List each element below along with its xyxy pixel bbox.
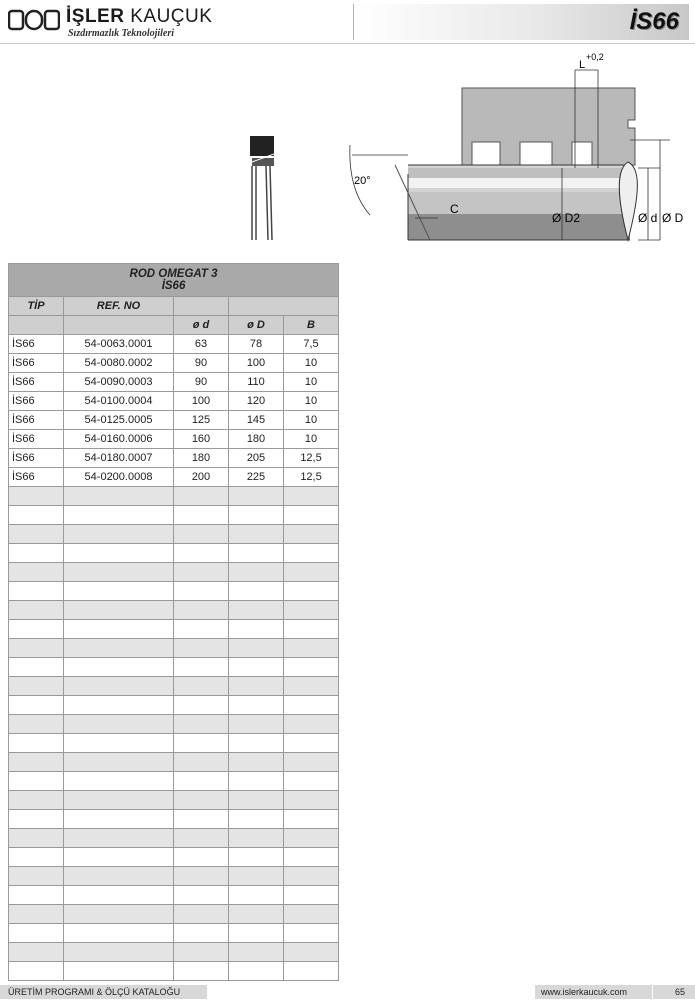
- empty-cell: [174, 715, 229, 734]
- tolerance-label: +0,2: [586, 52, 604, 62]
- empty-table-row: [9, 924, 339, 943]
- empty-cell: [229, 601, 284, 620]
- empty-cell: [64, 886, 174, 905]
- empty-cell: [9, 734, 64, 753]
- outer-d-label: Ø D: [662, 211, 684, 225]
- empty-cell: [174, 677, 229, 696]
- empty-cell: [174, 639, 229, 658]
- empty-cell: [9, 905, 64, 924]
- empty-cell: [9, 962, 64, 981]
- empty-cell: [284, 943, 339, 962]
- empty-cell: [174, 525, 229, 544]
- empty-cell: [229, 582, 284, 601]
- empty-cell: [9, 943, 64, 962]
- empty-cell: [229, 544, 284, 563]
- col-header-d: ø d: [174, 316, 229, 335]
- footer-url[interactable]: www.islerkaucuk.com: [541, 987, 628, 997]
- table-row: [9, 411, 339, 430]
- table-title: ROD OMEGAT 3 İS66: [9, 264, 339, 297]
- cell-ref-no: 54-0080.0002: [64, 354, 174, 373]
- empty-table-row: [9, 943, 339, 962]
- empty-cell: [284, 962, 339, 981]
- empty-cell: [9, 924, 64, 943]
- empty-cell: [9, 487, 64, 506]
- empty-cell: [64, 639, 174, 658]
- empty-cell: [284, 791, 339, 810]
- empty-cell: [229, 886, 284, 905]
- empty-cell: [9, 582, 64, 601]
- empty-cell: [9, 696, 64, 715]
- empty-table-row: [9, 810, 339, 829]
- empty-cell: [284, 639, 339, 658]
- cell-tip: İS66: [9, 449, 64, 468]
- empty-table-row: [9, 620, 339, 639]
- empty-cell: [229, 791, 284, 810]
- empty-cell: [64, 905, 174, 924]
- empty-cell: [284, 753, 339, 772]
- empty-cell: [64, 734, 174, 753]
- cell-inner-d: 200: [174, 468, 229, 487]
- empty-cell: [229, 677, 284, 696]
- empty-cell: [284, 506, 339, 525]
- empty-cell: [174, 601, 229, 620]
- empty-cell: [174, 487, 229, 506]
- empty-table-row: [9, 753, 339, 772]
- chamfer-label: C: [450, 202, 459, 216]
- page-header: [0, 0, 695, 44]
- table-row: [9, 392, 339, 411]
- seal-cross-section: [250, 136, 274, 240]
- cell-tip: İS66: [9, 392, 64, 411]
- empty-cell: [9, 563, 64, 582]
- tagline: Sızdırmazlık Teknolojileri: [68, 28, 175, 39]
- empty-cell: [64, 810, 174, 829]
- cell-b: 10: [284, 411, 339, 430]
- empty-cell: [229, 810, 284, 829]
- cell-outer-d: 145: [229, 411, 284, 430]
- cell-tip: İS66: [9, 430, 64, 449]
- empty-cell: [174, 829, 229, 848]
- logo-mark-icon: [8, 9, 60, 31]
- cell-outer-d: 225: [229, 468, 284, 487]
- empty-table-row: [9, 639, 339, 658]
- empty-cell: [229, 829, 284, 848]
- empty-cell: [9, 867, 64, 886]
- cell-ref-no: 54-0125.0005: [64, 411, 174, 430]
- empty-cell: [64, 601, 174, 620]
- cell-ref-no: 54-0200.0008: [64, 468, 174, 487]
- empty-cell: [284, 620, 339, 639]
- cell-ref-no: 54-0100.0004: [64, 392, 174, 411]
- empty-cell: [9, 525, 64, 544]
- cell-b: 10: [284, 430, 339, 449]
- empty-cell: [284, 487, 339, 506]
- empty-cell: [174, 563, 229, 582]
- empty-table-row: [9, 886, 339, 905]
- empty-cell: [229, 924, 284, 943]
- empty-cell: [284, 677, 339, 696]
- footer-right: [535, 985, 695, 999]
- cell-ref-no: 54-0063.0001: [64, 335, 174, 354]
- empty-table-row: [9, 905, 339, 924]
- empty-table-row: [9, 696, 339, 715]
- empty-cell: [284, 601, 339, 620]
- empty-cell: [9, 658, 64, 677]
- cell-outer-d: 120: [229, 392, 284, 411]
- cell-inner-d: 90: [174, 354, 229, 373]
- empty-table-row: [9, 791, 339, 810]
- empty-cell: [9, 772, 64, 791]
- empty-cell: [174, 962, 229, 981]
- empty-table-row: [9, 563, 339, 582]
- empty-cell: [9, 791, 64, 810]
- empty-cell: [174, 696, 229, 715]
- empty-cell: [284, 544, 339, 563]
- col-header-empty-a: [174, 297, 229, 316]
- empty-cell: [64, 848, 174, 867]
- table-row: [9, 430, 339, 449]
- table-row: [9, 354, 339, 373]
- empty-cell: [9, 886, 64, 905]
- cell-outer-d: 205: [229, 449, 284, 468]
- cell-inner-d: 160: [174, 430, 229, 449]
- header-divider: [0, 43, 695, 44]
- empty-cell: [174, 886, 229, 905]
- empty-table-row: [9, 506, 339, 525]
- housing: [462, 88, 635, 165]
- table-row: [9, 373, 339, 392]
- cell-tip: İS66: [9, 468, 64, 487]
- empty-cell: [284, 848, 339, 867]
- empty-table-row: [9, 715, 339, 734]
- product-code-banner: [353, 4, 689, 40]
- empty-cell: [284, 810, 339, 829]
- empty-cell: [9, 601, 64, 620]
- page-number: 65: [674, 987, 685, 997]
- empty-cell: [174, 620, 229, 639]
- cell-inner-d: 100: [174, 392, 229, 411]
- empty-cell: [9, 639, 64, 658]
- empty-cell: [64, 867, 174, 886]
- empty-cell: [9, 829, 64, 848]
- brand-name: İŞLER KAUÇUK: [66, 6, 213, 27]
- col-header-empty-b: [229, 297, 339, 316]
- table-row: [9, 468, 339, 487]
- col-header-blank-2: [64, 316, 174, 335]
- empty-table-row: [9, 544, 339, 563]
- empty-cell: [229, 772, 284, 791]
- footer-divider: [652, 985, 653, 999]
- cell-inner-d: 125: [174, 411, 229, 430]
- d-label: Ø d: [638, 211, 658, 225]
- empty-cell: [174, 753, 229, 772]
- empty-cell: [9, 506, 64, 525]
- empty-cell: [229, 734, 284, 753]
- col-header-D: ø D: [229, 316, 284, 335]
- empty-cell: [9, 677, 64, 696]
- empty-cell: [284, 886, 339, 905]
- company-logo: [8, 6, 268, 40]
- empty-table-row: [9, 829, 339, 848]
- product-code: İS66: [629, 8, 679, 35]
- cell-outer-d: 180: [229, 430, 284, 449]
- empty-cell: [284, 734, 339, 753]
- cell-tip: İS66: [9, 373, 64, 392]
- cell-ref-no: 54-0090.0003: [64, 373, 174, 392]
- empty-table-row: [9, 867, 339, 886]
- empty-table-row: [9, 772, 339, 791]
- empty-cell: [229, 715, 284, 734]
- empty-cell: [229, 848, 284, 867]
- empty-cell: [64, 772, 174, 791]
- empty-cell: [174, 582, 229, 601]
- cell-inner-d: 180: [174, 449, 229, 468]
- empty-cell: [284, 772, 339, 791]
- empty-cell: [229, 696, 284, 715]
- seal-technical-drawing: [230, 50, 690, 250]
- empty-cell: [64, 658, 174, 677]
- empty-cell: [64, 506, 174, 525]
- empty-cell: [284, 867, 339, 886]
- cell-tip: İS66: [9, 354, 64, 373]
- col-header-tip: TİP: [9, 297, 64, 316]
- empty-cell: [229, 563, 284, 582]
- empty-cell: [174, 810, 229, 829]
- empty-cell: [64, 791, 174, 810]
- col-header-B: B: [284, 316, 339, 335]
- empty-table-row: [9, 601, 339, 620]
- empty-cell: [174, 506, 229, 525]
- empty-cell: [64, 582, 174, 601]
- empty-cell: [64, 715, 174, 734]
- empty-cell: [174, 734, 229, 753]
- empty-cell: [174, 867, 229, 886]
- cell-b: 10: [284, 354, 339, 373]
- empty-cell: [64, 696, 174, 715]
- cell-ref-no: 54-0180.0007: [64, 449, 174, 468]
- empty-cell: [174, 772, 229, 791]
- size-table: [8, 263, 339, 981]
- empty-table-row: [9, 734, 339, 753]
- empty-cell: [9, 753, 64, 772]
- empty-cell: [174, 924, 229, 943]
- empty-table-row: [9, 487, 339, 506]
- empty-cell: [229, 658, 284, 677]
- empty-cell: [229, 905, 284, 924]
- empty-cell: [64, 487, 174, 506]
- cell-inner-d: 63: [174, 335, 229, 354]
- empty-cell: [229, 525, 284, 544]
- cell-inner-d: 90: [174, 373, 229, 392]
- empty-cell: [229, 753, 284, 772]
- empty-cell: [64, 620, 174, 639]
- cell-tip: İS66: [9, 411, 64, 430]
- empty-cell: [174, 544, 229, 563]
- empty-cell: [229, 506, 284, 525]
- empty-cell: [229, 867, 284, 886]
- cell-b: 10: [284, 392, 339, 411]
- empty-cell: [284, 924, 339, 943]
- empty-cell: [64, 924, 174, 943]
- length-label: L: [579, 59, 586, 71]
- empty-table-row: [9, 848, 339, 867]
- cell-outer-d: 110: [229, 373, 284, 392]
- empty-cell: [64, 525, 174, 544]
- empty-cell: [229, 487, 284, 506]
- empty-cell: [9, 544, 64, 563]
- angle-label: 20°: [354, 175, 371, 187]
- empty-cell: [174, 658, 229, 677]
- empty-table-row: [9, 677, 339, 696]
- empty-cell: [229, 620, 284, 639]
- empty-cell: [174, 905, 229, 924]
- empty-cell: [9, 715, 64, 734]
- empty-cell: [64, 962, 174, 981]
- cell-outer-d: 100: [229, 354, 284, 373]
- empty-cell: [284, 525, 339, 544]
- empty-cell: [64, 829, 174, 848]
- footer-catalog-title: ÜRETİM PROGRAMI & ÖLÇÜ KATALOĞU: [0, 985, 207, 999]
- empty-cell: [229, 639, 284, 658]
- cell-b: 7,5: [284, 335, 339, 354]
- empty-cell: [229, 962, 284, 981]
- d2-label: Ø D2: [552, 211, 581, 225]
- table-row: [9, 335, 339, 354]
- rod: [395, 165, 630, 240]
- col-header-ref: REF. NO: [64, 297, 174, 316]
- empty-cell: [284, 696, 339, 715]
- empty-cell: [174, 791, 229, 810]
- cell-ref-no: 54-0160.0006: [64, 430, 174, 449]
- cell-tip: İS66: [9, 335, 64, 354]
- empty-table-row: [9, 582, 339, 601]
- empty-cell: [64, 563, 174, 582]
- empty-cell: [174, 848, 229, 867]
- empty-cell: [64, 753, 174, 772]
- col-header-blank: [9, 316, 64, 335]
- empty-table-row: [9, 525, 339, 544]
- table-row: [9, 449, 339, 468]
- empty-table-row: [9, 962, 339, 981]
- empty-cell: [64, 943, 174, 962]
- empty-cell: [284, 715, 339, 734]
- cell-b: 10: [284, 373, 339, 392]
- empty-cell: [284, 658, 339, 677]
- empty-cell: [229, 943, 284, 962]
- empty-cell: [64, 677, 174, 696]
- empty-cell: [284, 582, 339, 601]
- cell-b: 12,5: [284, 449, 339, 468]
- empty-cell: [9, 848, 64, 867]
- size-table-container: [8, 263, 338, 981]
- empty-cell: [284, 563, 339, 582]
- empty-cell: [9, 810, 64, 829]
- empty-cell: [284, 829, 339, 848]
- empty-cell: [9, 620, 64, 639]
- empty-cell: [174, 943, 229, 962]
- cell-b: 12,5: [284, 468, 339, 487]
- empty-table-row: [9, 658, 339, 677]
- cell-outer-d: 78: [229, 335, 284, 354]
- empty-cell: [284, 905, 339, 924]
- empty-cell: [64, 544, 174, 563]
